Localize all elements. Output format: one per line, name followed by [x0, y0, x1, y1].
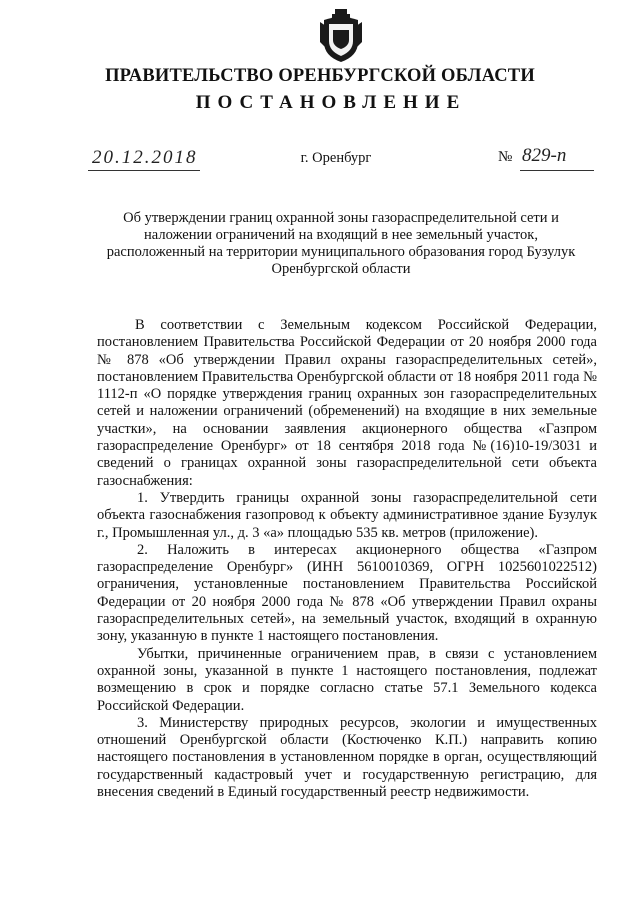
- number-underline: [520, 170, 594, 171]
- paragraph-preamble: В соответствии с Земельным кодексом Российской Федерации, постановлением Правительства Российской Федерации от 20 ноября 2000 года № 878 «Об утверждении Правил охраны газораспределительных сетей», постановлением Правительства Оренбургской области от 18 ноября 2011 года № 1112-п «О порядке утверждения границ охранных зон газораспределительных сетей и наложении ограничений (обременений) на входящие в них земельные участки», на основании заявления акционерного общества «Газпром газораспределение Оренбург» от 18 сентября 2018 года №(16)10-19/3031 и сведений о границах охранной зоны газораспределительной сети объекта газоснабжения:: [97, 317, 597, 489]
- paragraph-item-1: 1. Утвердить границы охранной зоны газораспределительной сети объекта газоснабжения газопровод к объекту административное здание Бузулук г., Промышленная ул., д. 3 «а» площадью 535 кв. метров (приложение).: [97, 489, 597, 541]
- document-date: 20.12.2018: [92, 147, 198, 168]
- document-subject: Об утверждении границ охранной зоны газораспределительной сети и наложении ограничений на входящий в нее земельный участок, расположенный на территории муниципального образования город Бузулук Оренбургской области: [106, 210, 576, 277]
- document-body: [97, 317, 597, 801]
- document-number: 829-п: [522, 145, 567, 166]
- paragraph-item-2: 2. Наложить в интересах акционерного общества «Газпром газораспределение Оренбург» (ИНН 5610010369, ОГРН 1025601022512) ограничения, установленные постановлением Правительства Российской Федерации от 20 ноября 2000 года № 878 «Об утверждении Правил охраны газораспределительных сетей», на земельный участок, входящий в охранную зону, указанную в пункте 1 настоящего постановления.: [97, 541, 597, 645]
- city-name: г. Оренбург: [300, 150, 372, 166]
- document-type: ПОСТАНОВЛЕНИЕ: [195, 92, 467, 113]
- government-name: ПРАВИТЕЛЬСТВО ОРЕНБУРГСКОЙ ОБЛАСТИ: [105, 66, 535, 86]
- paragraph-losses: Убытки, причиненные ограничением прав, в связи с установлением охранной зоны, указанной в пункте 1 настоящего постановления, подлежат возмещению в срок и порядке согласно статье 57.1 Земельного кодекса Российской Федерации.: [97, 645, 597, 714]
- coat-of-arms-icon: [318, 8, 364, 64]
- date-underline: [88, 170, 200, 171]
- number-sign: №: [498, 149, 513, 165]
- paragraph-item-3: 3. Министерству природных ресурсов, экологии и имущественных отношений Оренбургской области (Костюченко К.П.) направить копию настоящего постановления в установленном порядке в орган, осуществляющий государственный кадастровый учет и государственную регистрацию, для внесения сведений в Единый государственный реестр недвижимости.: [97, 714, 597, 801]
